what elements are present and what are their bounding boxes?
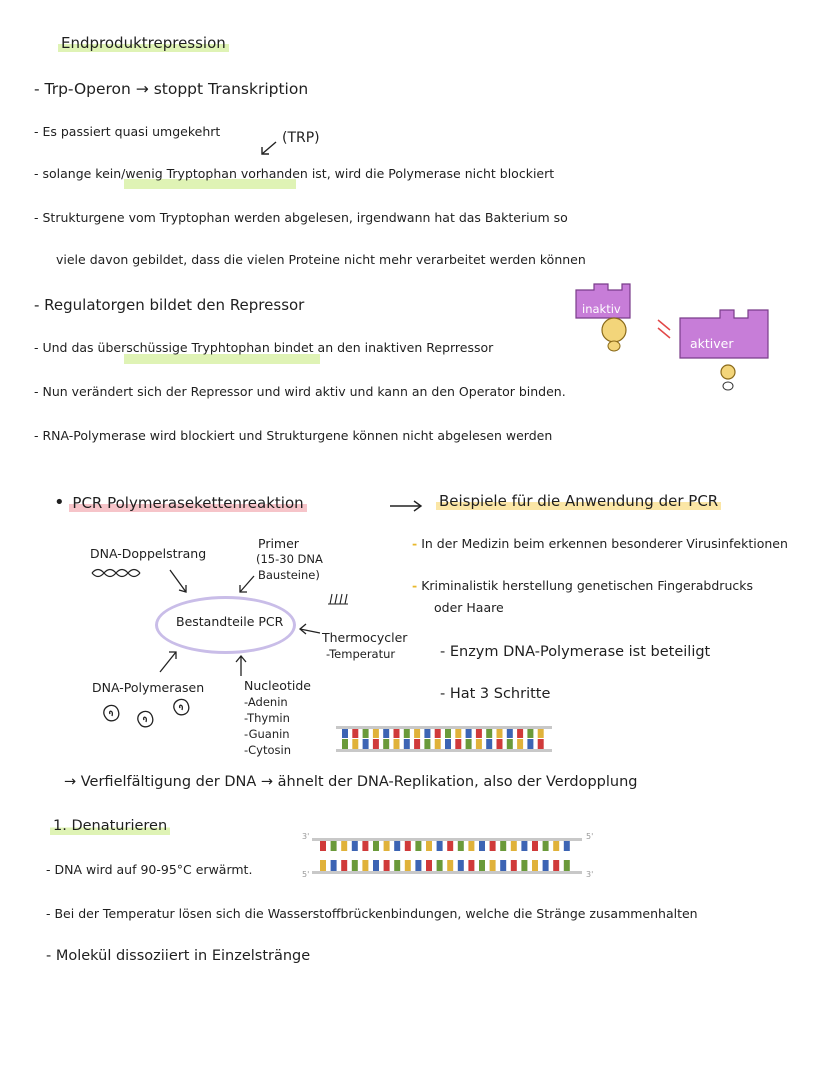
base-pair	[479, 841, 485, 851]
note-line: - Nun verändert sich der Repressor und wird aktiv und kann an den Operator binden.	[34, 384, 566, 399]
note-line: - Trp-Operon → stoppt Transkription	[34, 80, 309, 98]
note-line: - Regulatorgen bildet den Repressor	[34, 296, 305, 314]
base-pair	[424, 729, 430, 738]
base-pair	[384, 841, 390, 851]
base-pair	[476, 739, 482, 749]
base-pair	[564, 860, 570, 871]
center-label: Bestandteile PCR	[176, 614, 284, 629]
nucleotide-item: -Thymin	[244, 711, 290, 725]
base-pair	[476, 729, 482, 738]
example-item: - In der Medizin beim erkennen besonderer Virusinfektionen	[412, 536, 788, 551]
repressor-diagram	[570, 282, 780, 402]
base-pair	[507, 729, 513, 738]
strand-label: 5'	[586, 832, 594, 841]
base-pair	[394, 841, 400, 851]
backbone	[312, 871, 582, 874]
trp-label: (TRP)	[282, 130, 320, 146]
backbone	[336, 749, 552, 752]
base-pair	[466, 739, 472, 749]
bullet-icon: •	[54, 492, 65, 513]
base-pair	[511, 841, 517, 851]
base-pair	[486, 739, 492, 749]
backbone	[336, 726, 552, 729]
base-pair	[352, 729, 358, 738]
base-pair	[527, 729, 533, 738]
base-pair	[426, 860, 432, 871]
base-pair	[415, 860, 421, 871]
dna-denatured-image	[312, 836, 582, 876]
tryptophan-ligand	[602, 318, 626, 342]
primer-detail: Bausteine)	[258, 568, 320, 582]
base-pair	[414, 739, 420, 749]
base-pair	[437, 841, 443, 851]
base-pair	[373, 729, 379, 738]
base-pair	[414, 729, 420, 738]
nucleotide-item: -Guanin	[244, 727, 290, 741]
base-pair	[538, 739, 544, 749]
highlight-tryptophan-2	[124, 354, 320, 364]
base-pair	[424, 739, 430, 749]
note-line: - Molekül dissoziiert in Einzelstränge	[46, 948, 311, 964]
base-pair	[479, 860, 485, 871]
base-pair	[468, 860, 474, 871]
section-title-endproduktrepression: Endproduktrepression	[58, 34, 229, 52]
base-pair	[383, 729, 389, 738]
nucleotide-item: -Cytosin	[244, 743, 292, 757]
base-pair	[553, 860, 559, 871]
base-pair	[320, 860, 326, 871]
base-pair	[521, 860, 527, 871]
base-pair	[527, 739, 533, 749]
base-pair	[490, 860, 496, 871]
arrow-icon	[234, 654, 248, 678]
arrow-icon	[236, 574, 258, 596]
repressor-active-label: aktiver	[690, 336, 734, 351]
replication-note: → Verfielfältigung der DNA → ähnelt der DNA-Replikation, also der Verdopplung	[64, 774, 638, 790]
strand-label: 3'	[302, 832, 310, 841]
base-pair	[341, 841, 347, 851]
base-pair	[383, 739, 389, 749]
base-pair	[553, 841, 559, 851]
dna-double-label: DNA-Doppelstrang	[90, 546, 207, 561]
base-pair	[458, 841, 464, 851]
base-pair	[447, 860, 453, 871]
base-pair	[373, 841, 379, 851]
nucleotide-item: -Adenin	[244, 695, 288, 709]
base-pair	[521, 841, 527, 851]
base-pair	[362, 841, 368, 851]
base-pair	[415, 841, 421, 851]
note-line: - RNA-Polymerase wird blockiert und Strukturgene können nicht abgelesen werden	[34, 428, 553, 443]
base-pair	[352, 739, 358, 749]
base-pair	[500, 860, 506, 871]
pcr-note: - Enzym DNA-Polymerase ist beteiligt	[440, 644, 711, 660]
note-line: - DNA wird auf 90-95°C erwärmt.	[46, 862, 253, 877]
repressor-inactive-label: inaktiv	[582, 302, 621, 316]
dna-double-strand-image	[336, 724, 552, 754]
base-pair	[543, 860, 549, 871]
base-pair	[437, 860, 443, 871]
bullet-icon: -	[412, 578, 418, 593]
base-pair	[543, 841, 549, 851]
pcr-note: - Hat 3 Schritte	[440, 686, 551, 702]
base-pair	[405, 841, 411, 851]
base-pair	[435, 729, 441, 738]
polymerase-label: DNA-Polymerasen	[92, 680, 205, 695]
base-pair	[445, 729, 451, 738]
base-pair	[342, 739, 348, 749]
arrow-icon	[296, 624, 322, 638]
example-item: - Kriminalistik herstellung genetischen Fingerabdrucks	[412, 578, 753, 593]
base-pair	[564, 841, 570, 851]
note-line: - Und das überschüssige Tryphtophan bindet an den inaktiven Reprressor	[34, 340, 494, 355]
note-line: - Bei der Temperatur lösen sich die Wasserstoffbrückenbindungen, welche die Stränge zusammenhalten	[46, 906, 698, 921]
thermocycler-label: Thermocycler	[322, 630, 408, 645]
base-pair	[517, 739, 523, 749]
base-pair	[455, 739, 461, 749]
base-pair	[455, 729, 461, 738]
base-pair	[500, 841, 506, 851]
base-pair	[342, 729, 348, 738]
base-pair	[404, 729, 410, 738]
section-title-pcr: PCR Polymerasekettenreaktion	[69, 494, 306, 512]
base-pair	[373, 860, 379, 871]
strand-label: 3'	[586, 870, 594, 879]
arrow-icon	[156, 648, 180, 674]
base-pair	[538, 729, 544, 738]
base-pair	[404, 739, 410, 749]
base-pair	[363, 739, 369, 749]
arrow-icon	[658, 320, 670, 338]
base-pair	[517, 729, 523, 738]
bullet-icon: -	[412, 536, 418, 551]
note-line: viele davon gebildet, dass die vielen Proteine nicht mehr verarbeitet werden können	[56, 252, 586, 267]
note-line: - Es passiert quasi umgekehrt	[34, 124, 221, 139]
base-pair	[341, 860, 347, 871]
base-pair	[363, 729, 369, 738]
base-pair	[497, 729, 503, 738]
base-pair	[352, 841, 358, 851]
note-line: - Strukturgene vom Tryptophan werden abgelesen, irgendwann hat das Bakterium so	[34, 210, 568, 225]
base-pair	[426, 841, 432, 851]
base-pair	[331, 841, 337, 851]
primer-icon	[326, 592, 350, 606]
temperature-label: -Temperatur	[326, 647, 396, 661]
base-pair	[445, 739, 451, 749]
base-pair	[405, 860, 411, 871]
note-line: - solange kein/wenig Tryptophan vorhanden ist, wird die Polymerase nicht blockiert	[34, 166, 555, 181]
section-title-denaturieren: 1. Denaturieren	[50, 818, 170, 835]
arrow-icon	[168, 568, 190, 596]
base-pair	[373, 739, 379, 749]
base-pair	[362, 860, 368, 871]
base-pair	[458, 860, 464, 871]
strand-label: 5'	[302, 870, 310, 879]
base-pair	[486, 729, 492, 738]
pcr-section	[54, 492, 307, 514]
base-pair	[394, 860, 400, 871]
base-pair	[511, 860, 517, 871]
base-pair	[384, 860, 390, 871]
base-pair	[331, 860, 337, 871]
base-pair	[394, 729, 400, 738]
base-pair	[468, 841, 474, 851]
examples-title: Beispiele für die Anwendung der PCR	[436, 492, 721, 510]
base-pair	[497, 739, 503, 749]
primer-label: Primer	[258, 536, 299, 551]
base-pair	[490, 841, 496, 851]
backbone	[312, 838, 582, 841]
base-pair	[507, 739, 513, 749]
example-item-cont: oder Haare	[434, 600, 504, 615]
arrow-icon	[390, 500, 424, 512]
primer-detail: (15-30 DNA	[256, 552, 323, 566]
base-pair	[352, 860, 358, 871]
enzyme-icons	[96, 698, 206, 738]
base-pair	[532, 841, 538, 851]
dna-helix-icon	[92, 568, 144, 578]
base-pair	[320, 841, 326, 851]
base-pair	[394, 739, 400, 749]
base-pair	[532, 860, 538, 871]
nucleotides-title: Nucleotide	[244, 678, 311, 693]
arrow-icon	[258, 140, 278, 158]
base-pair	[466, 729, 472, 738]
base-pair	[435, 739, 441, 749]
base-pair	[447, 841, 453, 851]
